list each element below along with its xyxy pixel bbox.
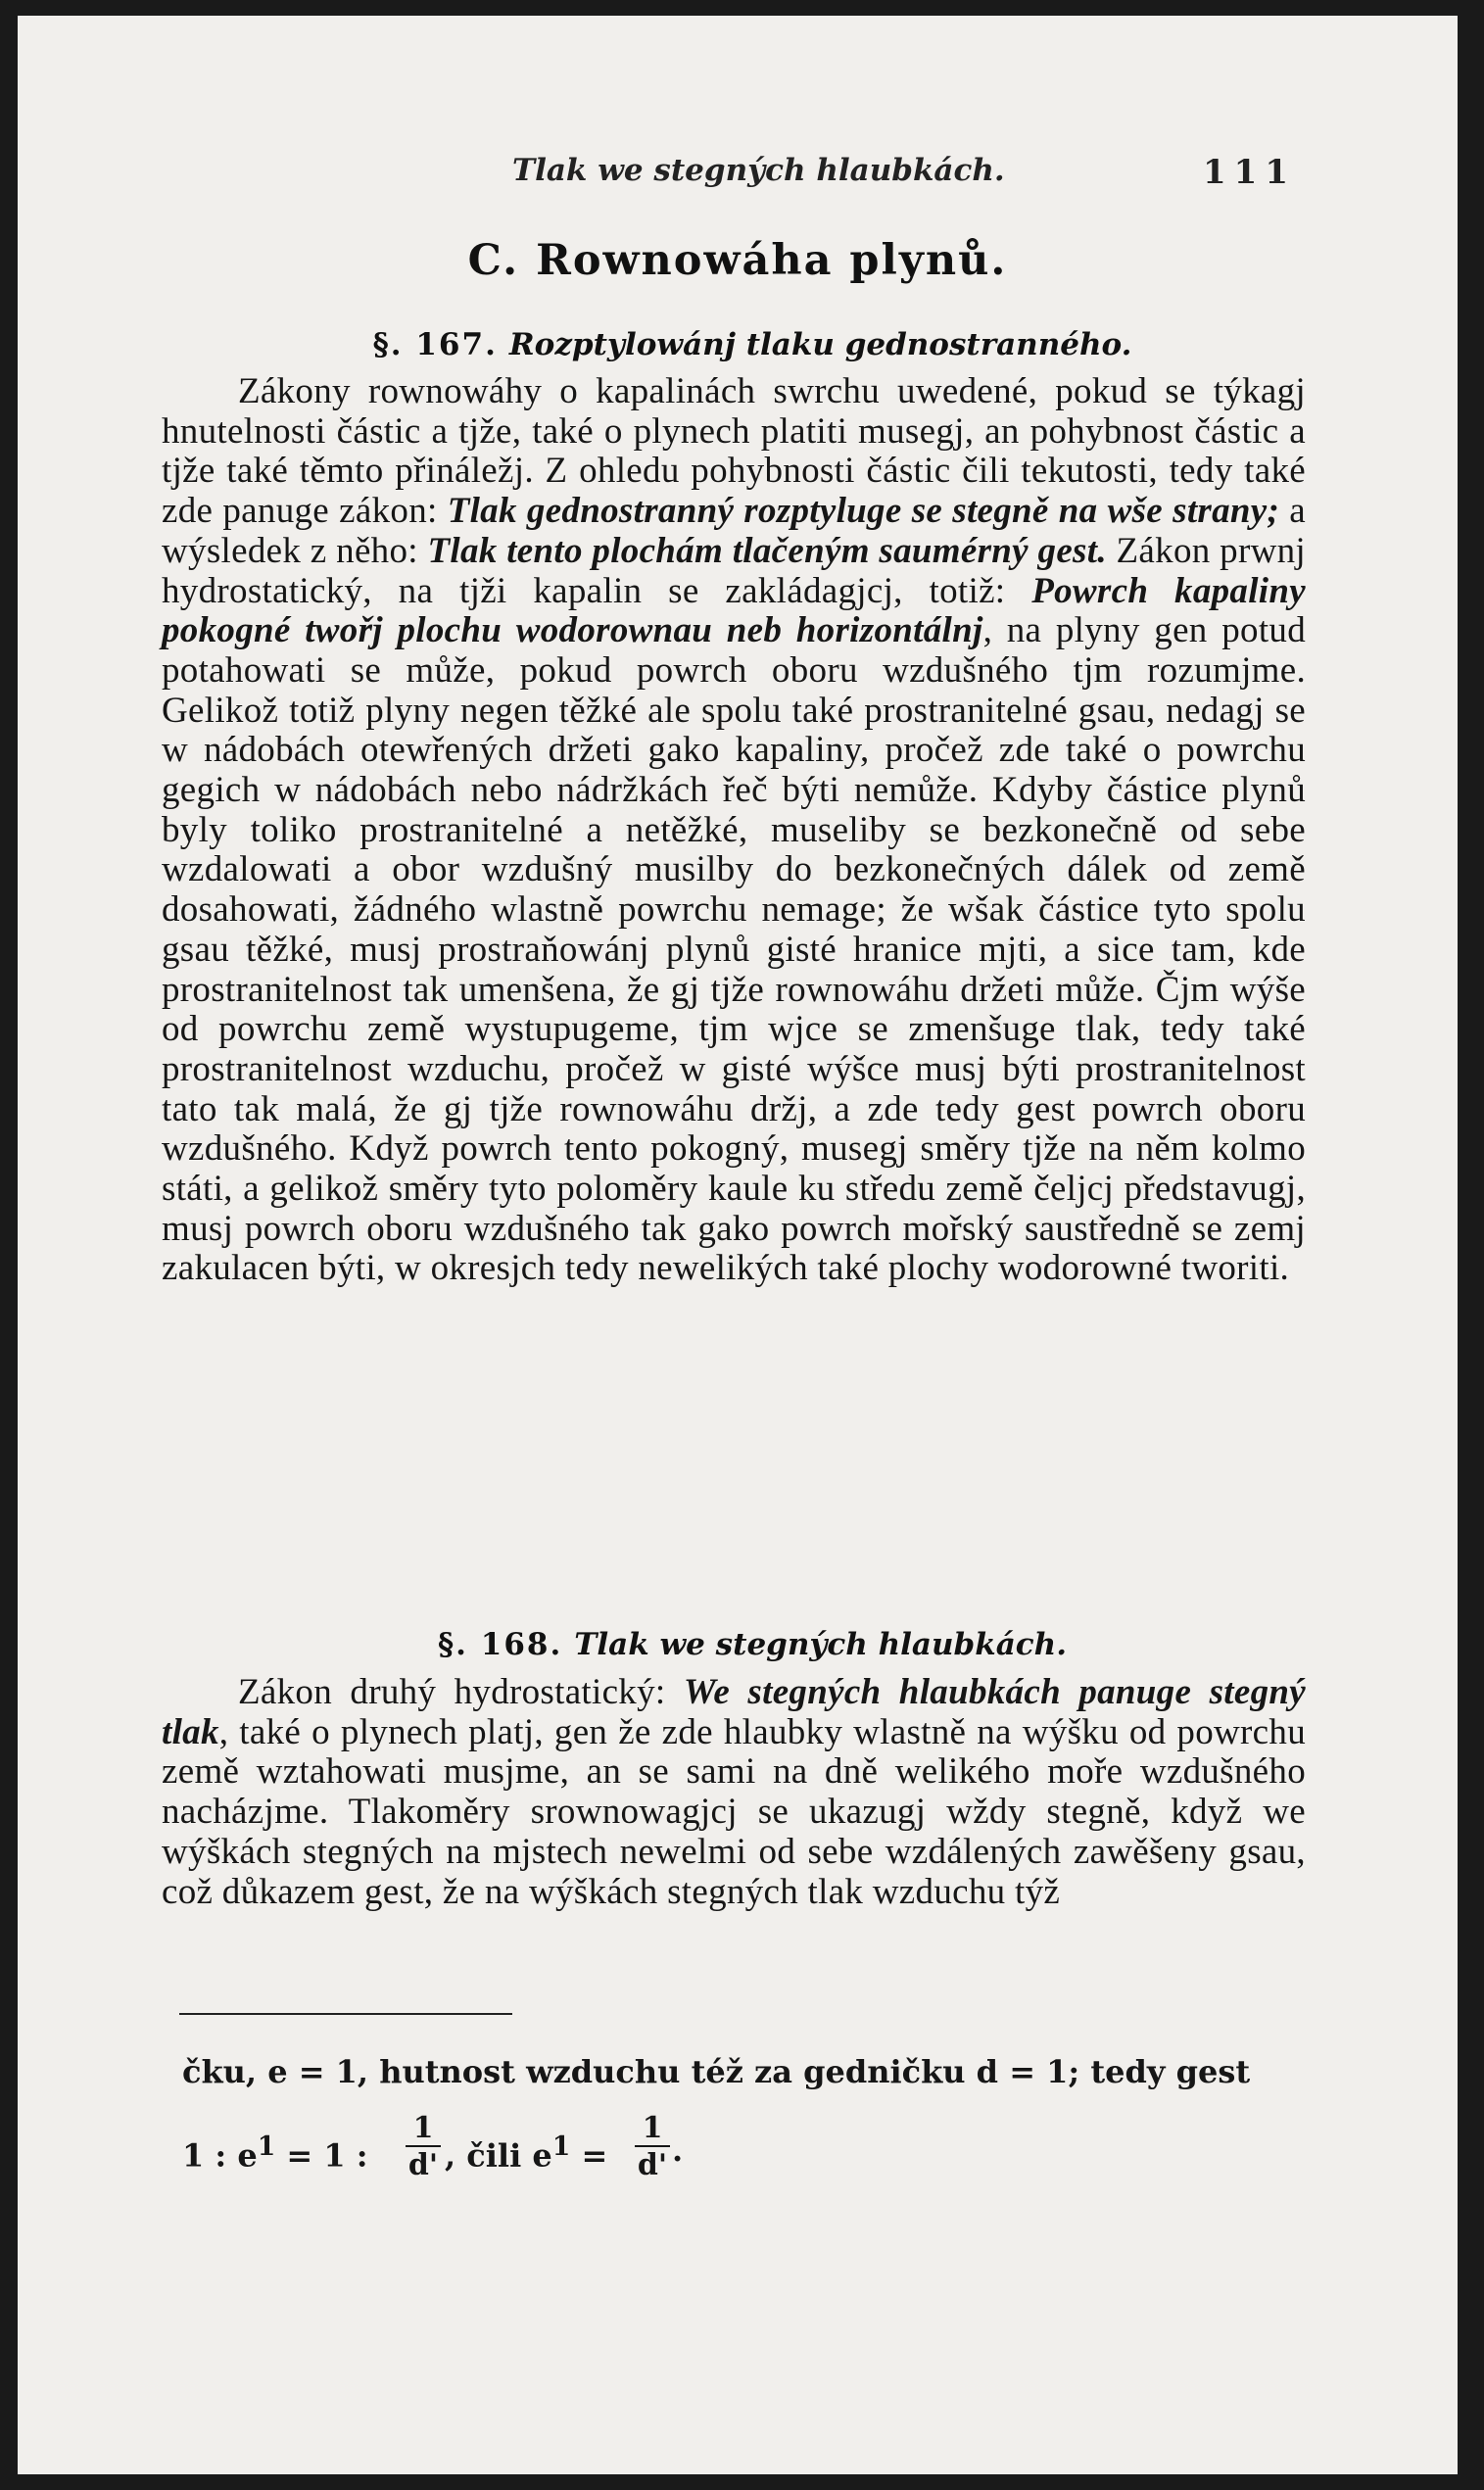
paragraph-168-text xyxy=(162,1673,1306,1912)
footnote-formula xyxy=(182,2111,1309,2210)
page-number: 111 xyxy=(1203,153,1296,192)
paragraph-heading-167 xyxy=(18,327,1458,362)
paragraph-167-text xyxy=(162,372,1306,1289)
footnote-line-1: čku, e = 1, hutnost wzduchu též za gedničku d = 1; tedy gest xyxy=(182,2053,1251,2090)
formula-part: 1 : $e^1 = 1$ : xyxy=(182,2131,368,2175)
running-head: Tlak we stegných hlaubkách. xyxy=(512,153,1005,188)
text-run: Zákon prwnj hydrostatický, na tjži kapalin se zakládagjcj, totiž: xyxy=(162,530,1307,611)
book-page xyxy=(18,16,1458,2474)
text-run: a wýsledek z něho: xyxy=(162,491,1306,571)
footnote-rule xyxy=(179,2013,512,2015)
formula-part: . xyxy=(672,2131,684,2169)
emphasis-run: Powrch kapaliny pokogné twořj plochu wodorownau neb horizontálnj xyxy=(162,570,1306,651)
emphasis-run: We stegných hlaubkách panuge stegný tlak xyxy=(162,1672,1306,1752)
emphasis-run: Tlak gednostranný rozptyluge se stegně na wše strany; xyxy=(447,491,1280,532)
paragraph-title: Tlak we stegných hlaubkách. xyxy=(574,1627,1068,1662)
text-run: Zákony rownowáhy o kapalinách swrchu uwedené, pokud se týkagj hnutelnosti částic a tjže, také o plynech platiti musegj, an pohybnost částic a tjže také těmto přináležj. Z ohledu pohybnosti částic čili tekutosti, tedy také zde panuge zákon: xyxy=(162,371,1306,532)
formula-part: , čili $e^1$ = xyxy=(445,2131,608,2175)
fraction: 1 d' xyxy=(635,2112,670,2184)
text-run: Zákon druhý hydrostatický: xyxy=(238,1672,684,1712)
paragraph-heading-168 xyxy=(18,1627,1458,1662)
paragraph-number: §. 168. xyxy=(437,1627,563,1662)
fraction: 1 d' xyxy=(406,2112,441,2184)
text-run: , také o plynech platj, gen že zde hlaubky wlastně na wýšku od powrchu země wztahowati musjme, an se sami na dně welikého moře wzdušného nacházjme. Tlakoměry srownowagjcj se ukazugj wždy stegně, když we wýškách stegných na mjstech newelmi od sebe wzdálených zawěšeny gsau, což důkazem gest, že na wýškách stegných tlak wzduchu týž xyxy=(162,1711,1306,1912)
section-heading: C. Rownowáha plynů. xyxy=(467,236,1008,285)
emphasis-run: Tlak tento plochám tlačeným saumérný gest. xyxy=(427,530,1107,571)
paragraph-number: §. 167. xyxy=(372,327,498,362)
paragraph-title: Rozptylowánj tlaku gednostranného. xyxy=(508,327,1132,362)
text-run: , na plyny gen potud potahowati se může, pokud powrch oboru wzdušného tjm rozumjme. Gelikož totiž plyny negen těžké ale spolu také prostranitelné gsau, nedagj se w nádobách otewřených držeti gako kapaliny, pročež zde také o powrchu gegich w nádobách nebo nádržkách řeč býti nemůže. Kdyby částice plynů byly toliko prostranitelné a netěžké, museliby se bezkonečně od sebe wzdalowati a obor wzdušný musilby do bezkonečných dálek od země dosahowati, žádného wlastně powrchu nemage; že wšak částice tyto spolu gsau těžké, musj prostraňowánj plynů gisté hranice mjti, a sice tam, kde prostranitelnost tak umenšena, že gj tjže rownowáhu držeti může. Čjm wýše od powrchu země wystupugeme, tjm wjce se zmenšuge tlak, tedy také prostranitelnost wzduchu, pročež w gisté wýšce musj býti prostranitelnost tato tak malá, že gj tjže rownowáhu držj, a zde tedy gest powrch oboru wzdušného. Když powrch tento pokogný, musegj směry tjže na něm kolmo státi, a gelikož směry tyto poloměry kaule ku středu země čeljcj představugj, musj powrch oboru wzdušného tak gako powrch mořský saustředně se zemj zakulacen býti, w okresjch tedy newelikých také plochy wodorowné tworiti. xyxy=(162,610,1306,1289)
